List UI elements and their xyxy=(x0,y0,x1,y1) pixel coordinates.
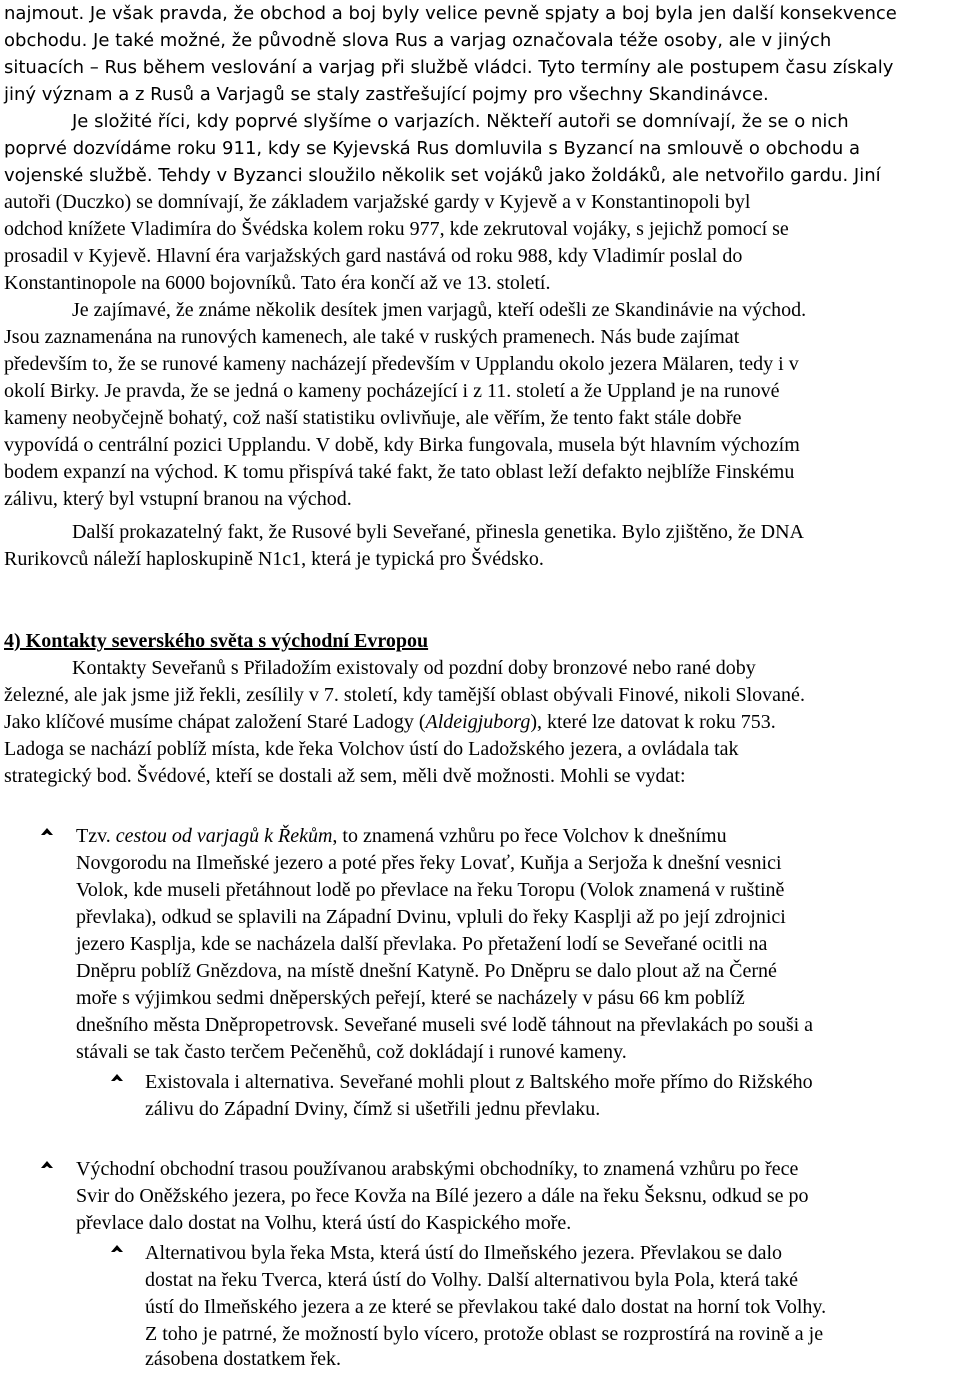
text-line: prosadil v Kyjevě. Hlavní éra varjažských gard nastává od roku 988, kdy Vladimír poslal do xyxy=(4,245,743,267)
text-line: vojenské službě. Tehdy v Byzanci sloužilo několik set vojáků jako žoldáků, ale netvořilo gardu. Jiní xyxy=(4,165,881,186)
text-line: zásobena dostatkem řek. xyxy=(145,1348,342,1370)
text-line: Z toho je patrné, že možností bylo vícero, protože oblast se rozprostírá na rovině a je xyxy=(145,1323,824,1345)
text-line: Existovala i alternativa. Seveřané mohli plout z Baltského moře přímo do Rižského xyxy=(145,1071,813,1093)
text-line: Je zajímavé, že známe několik desítek jmen varjagů, kteří odešli ze Skandinávie na východ. xyxy=(72,299,807,321)
text-span: Jako klíčové musíme chápat založení Staré Ladogy ( xyxy=(4,711,426,733)
text-line: Novgorodu na Ilmeňské jezero a poté přes řeky Lovať, Kuňja a Serjoža k dnešní vesnici xyxy=(76,852,782,874)
text-line: situacích – Rus během veslování a varjag při službě vládci. Tyto termíny ale postupem času získaly xyxy=(4,57,894,78)
text-line: ústí do Ilmeňského jezera a ze které se převlakou také dalo dostat na horní tok Volhy. xyxy=(145,1296,827,1318)
text-line: Konstantinopole na 6000 bojovníků. Tato éra končí až ve 13. století. xyxy=(4,272,551,294)
text-line: odchod knížete Vladimíra do Švédska kolem roku 977, kde zekrutoval vojáky, s jejichž pomocí se xyxy=(4,218,789,240)
text-line: Rurikovců náleží haploskupině N1c1, která je typická pro Švédsko. xyxy=(4,548,544,570)
text-line: dostat na řeku Tverca, která ústí do Volhy. Další alternativou byla Pola, která také xyxy=(145,1269,798,1291)
text-line: Kontakty Seveřanů s Přiladožím existovaly od pozdní doby bronzové nebo rané doby xyxy=(72,657,756,679)
text-line: okolí Birky. Je pravda, že se jedná o kameny pocházející i z 11. století a že Uppland je na runové xyxy=(4,380,780,402)
text-line: Dněpru poblíž Gnězdova, na místě dnešní Katyně. Po Dněpru se dalo plout až na Černé xyxy=(76,960,777,982)
arrow-bullet-icon xyxy=(110,1244,124,1258)
text-line: převlace dalo dostat na Volhu, která ústí do Kaspického moře. xyxy=(76,1212,572,1234)
text-line: Jsou zaznamenána na runových kamenech, ale také v ruských pramenech. Nás bude zajímat xyxy=(4,326,740,348)
section-heading: 4) Kontakty severského světa s východní Evropou xyxy=(4,630,429,652)
text-line: obchodu. Je také možné, že původně slova Rus a varjag označovala téže osoby, ale v jiných xyxy=(4,30,832,51)
text-line: převlaka), odkud se splavili na Západní Dvinu, vpluli do řeky Kasplji až po její zdrojnici xyxy=(76,906,786,928)
text-span: Tzv. xyxy=(76,825,116,847)
text-line: Volok, kde museli přetáhnout lodě po převlace na řeku Toropu (Volok znamená v ruštině xyxy=(76,879,785,901)
text-line: jezero Kasplja, kde se nacházela další převlaka. Po přetažení lodí se Seveřané ocitli na xyxy=(76,933,768,955)
arrow-bullet-icon xyxy=(40,1160,54,1174)
text-line xyxy=(4,709,776,736)
text-line xyxy=(76,823,727,850)
italic-term: cestou od varjagů k Řekům xyxy=(115,825,333,847)
text-line: jiný význam a z Rusů a Varjagů se staly zastřešující pojmy pro všechny Skandinávce. xyxy=(4,84,769,105)
text-line: najmout. Je však pravda, že obchod a boj byly velice pevně spjaty a boj byla jen další konsekvence xyxy=(4,3,897,24)
text-line: stávali se tak často terčem Pečeněhů, což dokládají i runové kameny. xyxy=(76,1041,627,1063)
italic-term: Aldeigjuborg xyxy=(425,711,531,733)
text-line: zálivu, který byl vstupní branou na východ. xyxy=(4,488,352,510)
text-line: vypovídá o centrální pozici Upplandu. V době, kdy Birka fungovala, musela být hlavním výchozím xyxy=(4,434,800,456)
arrow-bullet-icon xyxy=(40,827,54,841)
text-line: autoři (Duczko) se domnívají, že základem varjažské gardy v Kyjevě a v Konstantinopoli byl xyxy=(4,191,751,213)
text-line: dnešního města Dněpropetrovsk. Seveřané museli své lodě táhnout na převlakách po souši a xyxy=(76,1014,814,1036)
text-span: ), které lze datovat k roku 753. xyxy=(530,711,776,733)
text-line: Svir do Oněžského jezera, po řece Kovža na Bílé jezero a dále na řeku Šeksnu, odkud se po xyxy=(76,1185,809,1207)
text-line: Je složité říci, kdy poprvé slyšíme o varjazích. Někteří autoři se domnívají, že se o nich xyxy=(72,111,849,132)
text-span: , to znamená vzhůru po řece Volchov k dnešnímu xyxy=(332,825,727,847)
text-line: bodem expanzí na východ. K tomu přispívá také fakt, že tato oblast leží defakto nejblíže Finskému xyxy=(4,461,795,483)
text-line: kameny neobyčejně bohatý, což naší statistiku ovlivňuje, ale věřím, že tento fakt stále dobře xyxy=(4,407,742,429)
text-line: především to, že se runové kameny nacházejí především v Upplandu okolo jezera Mälaren, tedy i v xyxy=(4,353,799,375)
text-line: moře s výjimkou sedmi dněperských peřejí, které se nacházely v pásu 66 km poblíž xyxy=(76,987,745,1009)
text-line: strategický bod. Švédové, kteří se dostali až sem, měli dvě možnosti. Mohli se vydat: xyxy=(4,765,686,787)
text-line: Alternativou byla řeka Msta, která ústí do Ilmeňského jezera. Převlakou se dalo xyxy=(145,1242,783,1264)
text-line: poprvé dozvídáme roku 911, kdy se Kyjevská Rus domluvila s Byzancí na smlouvě o obchodu a xyxy=(4,138,860,159)
text-line: zálivu do Západní Dviny, čímž si ušetřili jednu převlaku. xyxy=(145,1098,601,1120)
text-line: Ladoga se nachází poblíž místa, kde řeka Volchov ústí do Ladožského jezera, a ovládala tak xyxy=(4,738,739,760)
text-line: Další prokazatelný fakt, že Rusové byli Seveřané, přinesla genetika. Bylo zjištěno, že DNA xyxy=(72,521,804,543)
arrow-bullet-icon xyxy=(110,1073,124,1087)
text-line: Východní obchodní trasou používanou arabskými obchodníky, to znamená vzhůru po řece xyxy=(76,1158,799,1180)
text-line: železné, ale jak jsme již řekli, zesílily v 7. století, kdy tamější oblast obývali Finové, nikoli Slované. xyxy=(4,684,805,706)
